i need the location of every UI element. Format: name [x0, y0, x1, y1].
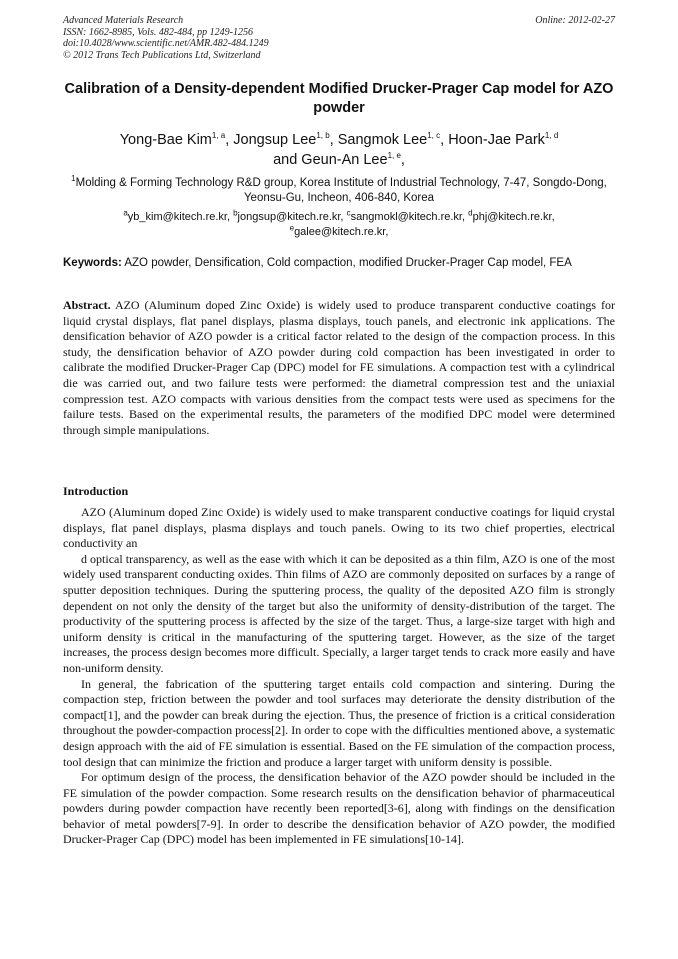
- email-address[interactable]: yb_kim@kitech.re.kr,: [127, 211, 231, 223]
- email-mark: e: [289, 223, 295, 233]
- paragraph: AZO (Aluminum doped Zinc Oxide) is widely used to make transparent conductive coatings for liquid crystal displays, flat panel displays, plasma displays and touch panels. Owing to its two chief properties, electrical conductivity an: [63, 505, 615, 551]
- email-mark: a: [123, 208, 128, 218]
- keywords-text: AZO powder, Densification, Cold compaction, modified Drucker-Prager Cap model, FEA: [124, 257, 572, 269]
- affiliation-mark: 1: [71, 174, 76, 184]
- author-list: Yong-Bae Kim$^{1, a}$, Jongsup Lee$^{1, b}$, Sangmok Lee$^{1, c}$, Hoon-Jae Park$^{1, d}$ and Geun-An Lee$^{1, e}$,: [119, 131, 559, 168]
- abstract-label: Abstract.: [63, 298, 111, 312]
- affiliation-text: Molding & Forming Technology R&D group, Korea Institute of Industrial Technology, 7-47, Songdo-Dong, Yeonsu-Gu, Incheon, 406-840, Korea: [75, 177, 607, 204]
- email-address[interactable]: phj@kitech.re.kr,: [472, 211, 555, 223]
- author-affil-mark: 1, e: [387, 151, 401, 161]
- keywords: [63, 256, 615, 271]
- author-affil-mark: 1, a: [211, 131, 226, 141]
- affiliation: [63, 176, 615, 205]
- author-affil-mark: 1, c: [427, 131, 441, 141]
- author-name: Yong-Bae Kim: [119, 132, 212, 148]
- author-name: Sangmok Lee: [337, 132, 428, 148]
- email-mark: b: [233, 208, 238, 218]
- email-address[interactable]: sangmokl@kitech.re.kr,: [350, 211, 466, 223]
- journal-name: Advanced Materials Research: [63, 15, 184, 26]
- email-mark: d: [468, 208, 473, 218]
- journal-header: [63, 15, 615, 61]
- introduction-body: [63, 505, 615, 848]
- author-affil-mark: 1, b: [316, 131, 330, 141]
- email-address[interactable]: jongsup@kitech.re.kr,: [237, 211, 344, 223]
- paper-title: Calibration of a Density-dependent Modified Drucker-Prager Cap model for AZO powder: [64, 81, 614, 116]
- author-affil-mark: 1, d: [544, 131, 559, 141]
- issn-line: ISSN: 1662-8985, Vols. 482-484, pp 1249-1256: [63, 26, 253, 38]
- abstract-text: AZO (Aluminum doped Zinc Oxide) is widely used to produce transparent conductive coatings for liquid crystal displays, flat panel displays, plasma displays, touch panels, and electronic ink applications. The densification behavior of AZO powder is a critical factor related to the design of the compaction process. In this study, the densification behavior of AZO powder during cold compaction has been investigated in order to calibrate the modified Drucker-Prager Cap (DPC) model for FE simulations. A compaction test with a cylindrical die was carried out, and two failure tests were performed: the diametral compression test and the uniaxial compression test. AZO compacts with various densities from the compact tests were used as specimens for the failure tests. Based on the experimental results, the parameters of the modified DPC model were determined through simple manipulations.: [63, 298, 615, 437]
- section-heading: Introduction: [63, 484, 129, 498]
- copyright-line: © 2012 Trans Tech Publications Ltd, Switzerland: [63, 49, 261, 61]
- author-name: Geun-An Lee: [301, 152, 388, 168]
- author-name: Hoon-Jae Park: [448, 132, 545, 148]
- paragraph: For optimum design of the process, the densification behavior of the AZO powder should be included in the FE simulation of the powder compaction. Some research results on the densification behavior of pharmaceutical powders during powder compaction have recently been reported[3-6], along with findings on the densification behavior of metal powders[7-9]. In order to describe the densification behavior of AZO powder, the modified Drucker-Prager Cap (DPC) model has been implemented in FE simulations[10-14].: [63, 770, 615, 847]
- email-mark: c: [346, 208, 351, 218]
- email-list: [63, 210, 615, 240]
- paragraph: In general, the fabrication of the sputtering target entails cold compaction and sintering. During the compaction step, friction between the powder and tool surfaces may deteriorate the density distribution of the compact[1], and the powder can break during the ejection. Thus, the presence of friction is a critical consideration throughout the powder-compaction process[2]. In order to cope with the difficulties mentioned above, a systematic design approach with the aid of FE simulation is essential. Based on the FE simulation of the compaction process, tool design that can minimize the friction and produce a larger target with uniform density is possible.: [63, 676, 615, 769]
- abstract: [63, 298, 615, 438]
- keywords-label: Keywords:: [63, 257, 122, 269]
- doi-line: doi:10.4028/www.scientific.net/AMR.482-484.1249: [63, 38, 269, 49]
- paragraph: d optical transparency, as well as the ease with which it can be deposited as a thin film, AZO is one of the most widely used transparent conducting oxides. Thin films of AZO are commonly deposited on surfaces by a range of sputter deposition techniques. During the sputtering process, the quality of the deposited AZO film is strongly dependent on not only the density of the target but also the uniformity of density-distribution of the target. The productivity of the sputtering process is affected by the size of the target. Thus, a large-size target with high and uniform density is critical in the manufacturing of the sputtering target. However, as the size of the target increases, the process design becomes more difficult. Specially, a larger target tends to crack more easily and have non-uniform density.: [63, 551, 615, 675]
- author-name: Jongsup Lee: [233, 132, 317, 148]
- online-date: Online: 2012-02-27: [535, 15, 615, 26]
- email-address[interactable]: galee@kitech.re.kr,: [294, 226, 389, 238]
